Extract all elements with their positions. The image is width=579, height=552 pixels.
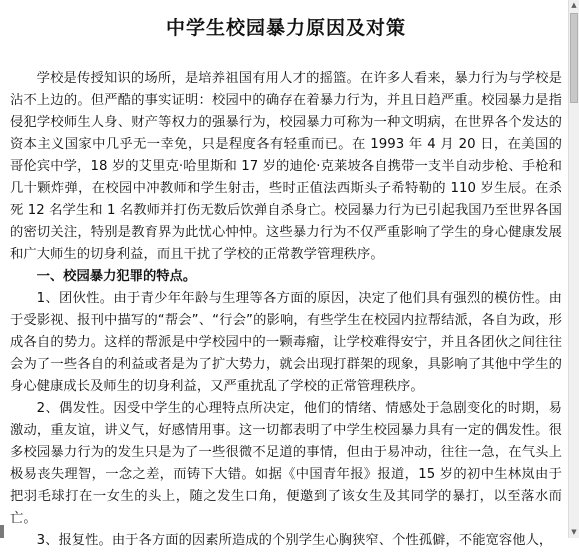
point-3-paragraph: 3、报复性。由于各方面的因素所造成的个别学生心胸狭窄、个性孤僻，不能宽容他人， bbox=[36, 533, 553, 548]
left-margin-marker bbox=[0, 525, 4, 538]
point-1-paragraph: 1、团伙性。由于青少年年龄与生理等各方面的原因，决定了他们具有强烈的模仿性。由于受影视、报刊中描写的“帮会”、“行会”的影响，有些学生在校园内拉帮结派，各自为政，形成各自的势力。这样的帮派是中学校园中的一颗毒瘤，让学校难得安宁，并且各团伙之间往往会为了一些各自的利益或者是为了扩大势力，就会出现打群架的现象，具影响了其他中学生的身心健康成长及师生的切身利益，又严重扰乱了学校的正常管理秩序。 bbox=[10, 291, 562, 394]
document-title: 中学生校园暴力原因及对策 bbox=[165, 17, 406, 39]
section-heading: 一、校园暴力犯罪的特点。 bbox=[36, 269, 197, 284]
document-page bbox=[10, 0, 562, 552]
scrollbar-thumb[interactable] bbox=[570, 13, 578, 103]
scroll-up-arrow-icon[interactable]: ▲ bbox=[571, 1, 577, 9]
vertical-scrollbar[interactable] bbox=[568, 0, 579, 538]
scroll-down-arrow-icon[interactable]: ▼ bbox=[571, 528, 577, 536]
intro-paragraph: 学校是传授知识的场所，是培养祖国有用人才的摇篮。在许多人看来，暴力行为与学校是沾不上边的。但严酷的事实证明：校园中的确存在着暴力行为，并且日趋严重。校园暴力是指侵犯学校师生人身、财产等权力的强暴行为，校园暴力可称为一种文明病，在世界各个发达的资本主义国家中几乎无一幸免，只是程度各有轻重而已。在 1993 年 4 月 20 日，在美国的哥伦宾中学，18 岁的艾里克·哈里斯和 17 岁的迪伦·克莱坡各自携带一支半自动步枪、手枪和几十颗炸弹，在校园中冲教师和学生射击，些时正值法西斯头子希特勒的 110 岁生辰。在杀死 12 名学生和 1 名教师并打伤无数后饮弹自杀身亡。校园暴力行为已引起我国乃至世界各国的密切关注，特别是教育界为此忧心忡忡。这些暴力行为不仅严重影响了学生的身心健康发展和广大师生的切身利益，而且干扰了学校的正常教学管理秩序。 bbox=[10, 71, 562, 262]
point-2-paragraph: 2、偶发性。因受中学生的心理特点所决定，他们的情绪、情感处于急剧变化的时期，易激动，重友谊，讲义气，好感情用事。这一切都表明了中学生校园暴力具有一定的偶发性。很多校园暴力行为的发生只是为了一些很微不足道的事情，但由于易冲动，往往一急，在气头上极易丧失理智，一念之差，而铸下大错。如据《中国青年报》报道，15 岁的初中生林岚由于把羽毛球打在一女生的头上，随之发生口角，便邀到了该女生及其同学的暴打，以至落水而亡。 bbox=[10, 401, 562, 526]
